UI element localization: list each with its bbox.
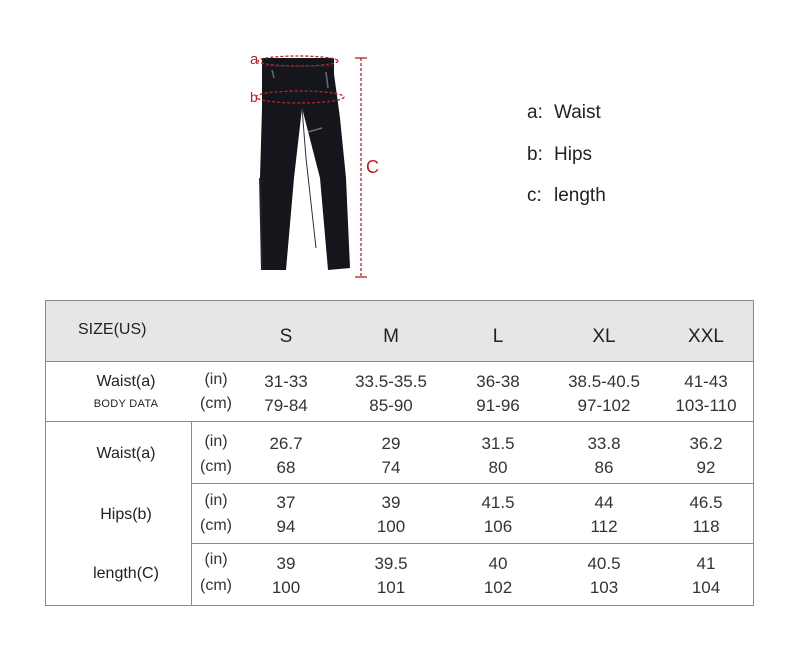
legend-key: b: xyxy=(527,144,543,165)
legend-item-hips xyxy=(527,144,592,166)
unit-in: (in) xyxy=(204,492,228,509)
header-size-xl: XL xyxy=(592,326,616,347)
cell-value: 97-102 xyxy=(577,396,631,415)
header-size-s: S xyxy=(279,326,293,347)
row-label-body-waist: Waist(a) xyxy=(96,373,156,390)
header-size-l: L xyxy=(492,326,504,347)
cell-value: 44 xyxy=(594,493,614,512)
cell-value: 39 xyxy=(381,493,401,512)
unit-cm: (cm) xyxy=(200,395,232,412)
cell-value: 85-90 xyxy=(369,396,413,415)
cell-value: 41-43 xyxy=(684,372,728,391)
cell-value: 103 xyxy=(589,578,619,597)
column-divider xyxy=(191,421,192,605)
cell-value: 102 xyxy=(483,578,513,597)
cell-value: 79-84 xyxy=(264,396,308,415)
unit-cm: (cm) xyxy=(200,458,232,475)
legend-text: Waist xyxy=(554,102,601,123)
cell-value: 92 xyxy=(696,458,716,477)
legend-key: a: xyxy=(527,102,543,123)
header-size-m: M xyxy=(383,326,399,347)
cell-value: 112 xyxy=(590,517,618,536)
cell-value: 80 xyxy=(488,458,508,477)
unit-cm: (cm) xyxy=(200,577,232,594)
legend-text: length xyxy=(554,185,606,206)
cell-value: 68 xyxy=(276,458,296,477)
cell-value: 100 xyxy=(271,578,301,597)
cell-value: 41 xyxy=(696,554,716,573)
measure-label-a: a xyxy=(250,51,259,68)
cell-value: 36-38 xyxy=(476,372,520,391)
row-sublabel-body-data: BODY DATA xyxy=(93,398,159,410)
cell-value: 36.2 xyxy=(689,434,723,453)
row-label-hips: Hips(b) xyxy=(100,506,152,523)
cell-value: 33.8 xyxy=(587,434,621,453)
size-chart-table xyxy=(45,300,754,606)
row-divider xyxy=(46,421,753,422)
cell-value: 38.5-40.5 xyxy=(568,372,640,391)
row-divider xyxy=(191,543,753,544)
cell-value: 29 xyxy=(381,434,401,453)
cell-value: 74 xyxy=(381,458,401,477)
cell-value: 94 xyxy=(276,517,296,536)
cell-value: 40.5 xyxy=(587,554,621,573)
cell-value: 39.5 xyxy=(374,554,408,573)
unit-in: (in) xyxy=(204,551,228,568)
unit-in: (in) xyxy=(204,371,228,388)
cell-value: 26.7 xyxy=(269,434,303,453)
legend-text: Hips xyxy=(554,144,593,165)
header-size-xxl: XXL xyxy=(688,326,724,347)
legend-item-length xyxy=(527,185,606,207)
cell-value: 103-110 xyxy=(675,396,737,415)
cell-value: 118 xyxy=(692,517,720,536)
cell-value: 41.5 xyxy=(481,493,515,512)
cell-value: 31-33 xyxy=(264,372,308,391)
cell-value: 33.5-35.5 xyxy=(355,372,427,391)
pants-shape xyxy=(260,58,350,270)
row-label-length: length(C) xyxy=(93,565,159,582)
header-size-label: SIZE(US) xyxy=(78,321,147,338)
cell-value: 40 xyxy=(488,554,508,573)
row-label-waist: Waist(a) xyxy=(96,445,156,462)
unit-cm: (cm) xyxy=(200,517,232,534)
unit-in: (in) xyxy=(204,433,228,450)
cell-value: 104 xyxy=(691,578,721,597)
legend-item-waist xyxy=(527,102,601,124)
cell-value: 91-96 xyxy=(476,396,520,415)
cell-value: 101 xyxy=(376,578,406,597)
legend-key: c: xyxy=(527,185,542,206)
measure-label-b: b xyxy=(250,89,258,105)
cell-value: 39 xyxy=(276,554,296,573)
cell-value: 100 xyxy=(376,517,406,536)
cell-value: 37 xyxy=(276,493,296,512)
cell-value: 106 xyxy=(483,517,513,536)
cell-value: 46.5 xyxy=(689,493,723,512)
row-divider xyxy=(191,483,753,484)
cell-value: 31.5 xyxy=(481,434,515,453)
measure-label-c: C xyxy=(366,157,379,177)
cell-value: 86 xyxy=(594,458,614,477)
